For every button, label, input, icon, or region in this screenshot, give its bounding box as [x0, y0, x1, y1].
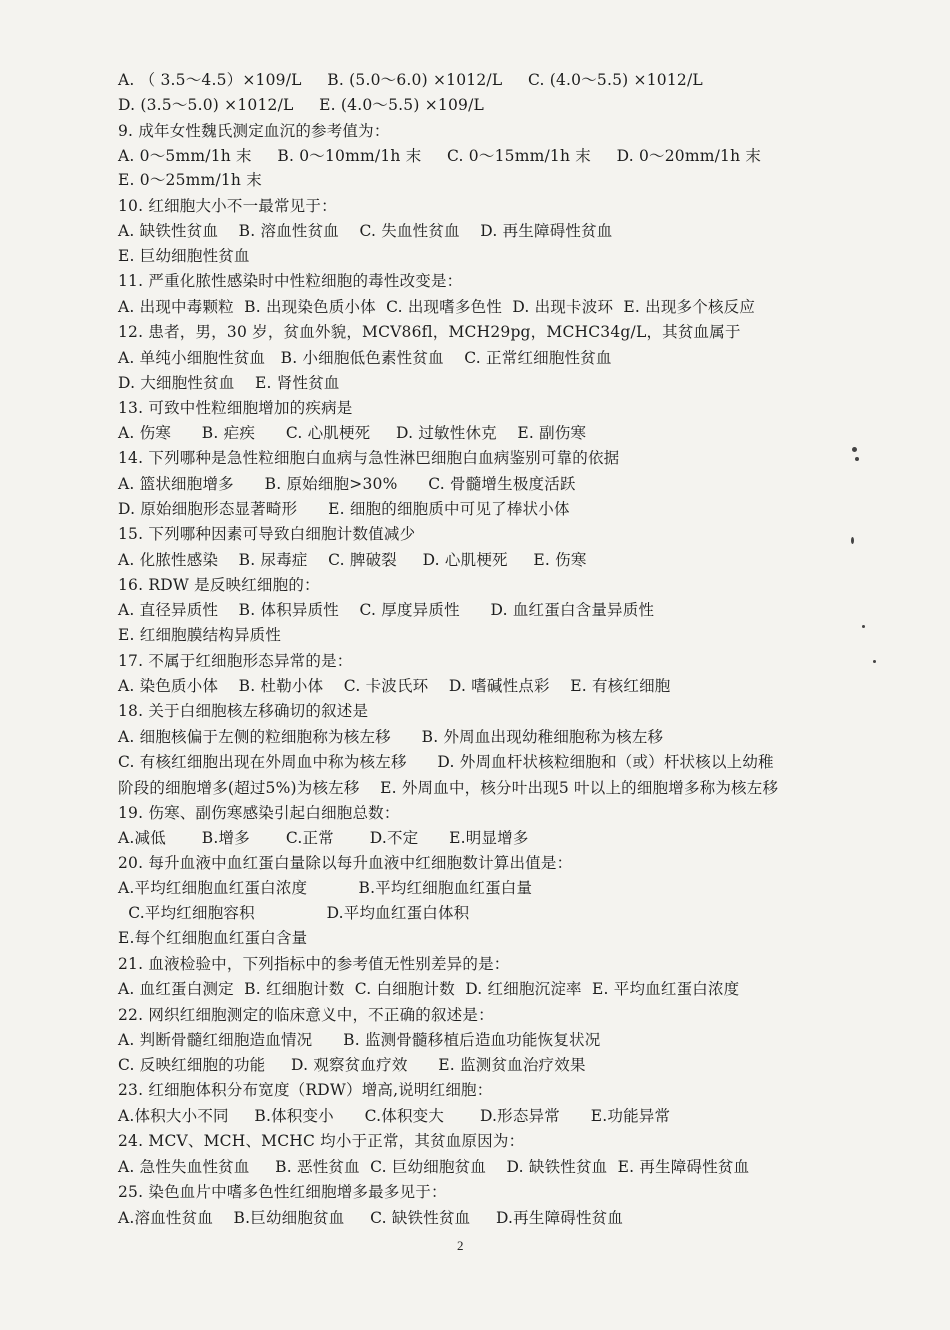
text-line: 17. 不属于红细胞形态异常的是： — [118, 652, 353, 670]
text-line: 22. 网织红细胞测定的临床意义中，不正确的叙述是： — [118, 1006, 494, 1024]
scan-speck — [873, 660, 876, 663]
text-line: A. 篮状细胞增多 B. 原始细胞>30% C. 骨髓增生极度活跃 — [118, 475, 576, 493]
text-line: A. 单纯小细胞性贫血 B. 小细胞低色素性贫血 C. 正常红细胞性贫血 — [118, 349, 612, 367]
text-line: A.体积大小不同 B.体积变小 C.体积变大 D.形态异常 E.功能异常 — [118, 1107, 671, 1125]
text-line: A. （ 3.5～4.5）×109/L B. (5.0～6.0) ×1012/L C. (4.0～5.5) ×1012/L — [118, 71, 703, 89]
text-line: 9. 成年女性魏氏测定血沉的参考值为： — [118, 122, 390, 140]
text-line: 21. 血液检验中，下列指标中的参考值无性别差异的是： — [118, 955, 510, 973]
text-line: 11. 严重化脓性感染时中性粒细胞的毒性改变是： — [118, 272, 463, 290]
text-line: A.溶血性贫血 B.巨幼细胞贫血 C. 缺铁性贫血 D.再生障碍性贫血 — [118, 1209, 624, 1227]
text-line: 15. 下列哪种因素可导致白细胞计数值减少 — [118, 525, 416, 543]
text-line: E. 巨幼细胞性贫血 — [118, 247, 250, 265]
text-line: 19. 伤寒、副伤寒感染引起白细胞总数： — [118, 804, 400, 822]
text-line: D. 原始细胞形态显著畸形 E. 细胞的细胞质中可见了棒状小体 — [118, 500, 570, 518]
text-line: A. 出现中毒颗粒 B. 出现染色质小体 C. 出现嗜多色性 D. 出现卡波环 E. 出现多个核反应 — [118, 298, 756, 316]
text-line: 25. 染色血片中嗜多色性红细胞增多最多见于： — [118, 1183, 447, 1201]
text-line: 24. MCV、MCH、MCHC 均小于正常，其贫血原因为： — [118, 1132, 525, 1150]
text-line: E. 0～25mm/1h 末 — [118, 171, 262, 189]
text-line: 20. 每升血液中血红蛋白量除以每升血液中红细胞数计算出值是： — [118, 854, 573, 872]
text-line: C. 有核红细胞出现在外周血中称为核左移 D. 外周血杆状核粒细胞和（或）杆状核以上幼稚 — [118, 753, 774, 771]
text-line: A. 染色质小体 B. 杜勒小体 C. 卡波氏环 D. 嗜碱性点彩 E. 有核红细胞 — [118, 677, 671, 695]
text-line: A. 细胞核偏于左侧的粒细胞称为核左移 B. 外周血出现幼稚细胞称为核左移 — [118, 728, 664, 746]
text-line: E.每个红细胞血红蛋白含量 — [118, 929, 308, 947]
text-line: A. 直径异质性 B. 体积异质性 C. 厚度异质性 D. 血红蛋白含量异质性 — [118, 601, 655, 619]
text-line: C.平均红细胞容积 D.平均血红蛋白体积 — [118, 904, 470, 922]
text-line: D. (3.5～5.0) ×1012/L E. (4.0～5.5) ×109/L — [118, 96, 485, 114]
text-line: E. 红细胞膜结构异质性 — [118, 626, 282, 644]
text-line: A. 判断骨髓红细胞造血情况 B. 监测骨髓移植后造血功能恢复状况 — [118, 1031, 601, 1049]
text-line: 阶段的细胞增多(超过5%)为核左移 E. 外周血中，核分叶出现5 叶以上的细胞增多称为核左移 — [118, 779, 779, 797]
text-line: 13. 可致中性粒细胞增加的疾病是 — [118, 399, 353, 417]
text-line: A.减低 B.增多 C.正常 D.不定 E.明显增多 — [118, 829, 529, 847]
text-line: A. 急性失血性贫血 B. 恶性贫血 C. 巨幼细胞贫血 D. 缺铁性贫血 E. 再生障碍性贫血 — [118, 1158, 750, 1176]
scan-speck — [852, 447, 857, 452]
text-line: A.平均红细胞血红蛋白浓度 B.平均红细胞血红蛋白量 — [118, 879, 533, 897]
text-line: 23. 红细胞体积分布宽度（RDW）增高,说明红细胞： — [118, 1081, 493, 1099]
page-number: 2 — [457, 1238, 464, 1253]
text-line: 18. 关于白细胞核左移确切的叙述是 — [118, 702, 369, 720]
text-line: A. 伤寒 B. 疟疾 C. 心肌梗死 D. 过敏性休克 E. 副伤寒 — [118, 424, 587, 442]
text-line: A. 缺铁性贫血 B. 溶血性贫血 C. 失血性贫血 D. 再生障碍性贫血 — [118, 222, 613, 240]
text-line: 12. 患者，男，30 岁，贫血外貌，MCV86fl，MCH29pg，MCHC34g/L，其贫血属于 — [118, 323, 741, 341]
text-line: A. 化脓性感染 B. 尿毒症 C. 脾破裂 D. 心肌梗死 E. 伤寒 — [118, 551, 587, 569]
scan-speck — [862, 625, 865, 628]
text-line: A. 0～5mm/1h 末 B. 0～10mm/1h 末 C. 0～15mm/1h 末 D. 0～20mm/1h 末 — [118, 147, 762, 165]
scan-speck — [851, 537, 854, 544]
text-line: D. 大细胞性贫血 E. 肾性贫血 — [118, 374, 340, 392]
text-line: 16. RDW 是反映红细胞的： — [118, 576, 320, 594]
scan-speck — [855, 457, 859, 461]
text-line: A. 血红蛋白测定 B. 红细胞计数 C. 白细胞计数 D. 红细胞沉淀率 E. 平均血红蛋白浓度 — [118, 980, 740, 998]
text-line: 14. 下列哪种是急性粒细胞白血病与急性淋巴细胞白血病鉴别可靠的依据 — [118, 449, 620, 467]
text-line: 10. 红细胞大小不一最常见于： — [118, 197, 337, 215]
text-line: C. 反映红细胞的功能 D. 观察贫血疗效 E. 监测贫血治疗效果 — [118, 1056, 586, 1074]
